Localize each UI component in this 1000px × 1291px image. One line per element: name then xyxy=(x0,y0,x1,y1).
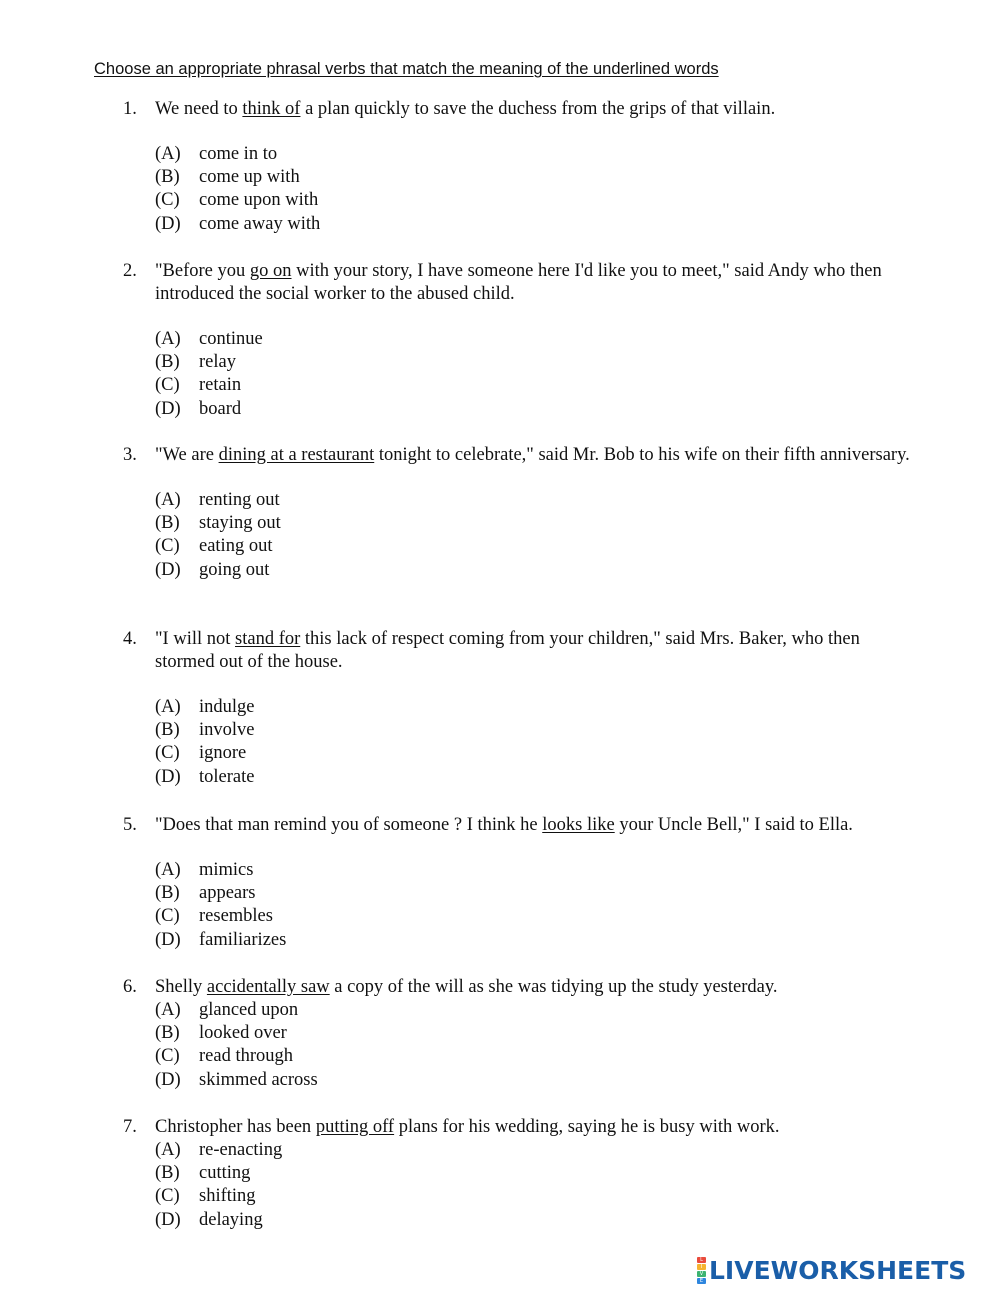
option-text: ignore xyxy=(199,743,247,764)
option-c[interactable] xyxy=(0,1045,1000,1068)
option-c[interactable] xyxy=(0,374,1000,397)
option-label: (B) xyxy=(155,1163,180,1184)
option-c[interactable] xyxy=(0,742,1000,765)
option-label: (A) xyxy=(155,697,181,717)
question-stem xyxy=(0,1116,1000,1139)
underlined-phrase: dining at a restaurant xyxy=(218,445,375,465)
underlined-phrase: go on xyxy=(249,261,292,281)
option-text: come upon with xyxy=(199,190,319,211)
option-text: appears xyxy=(199,883,256,904)
option-text: come away with xyxy=(199,213,321,234)
option-text: delaying xyxy=(199,1209,263,1230)
option-d[interactable] xyxy=(0,398,1000,421)
logo-tile: E xyxy=(697,1278,706,1284)
option-b[interactable] xyxy=(0,166,1000,189)
option-text: come up with xyxy=(199,167,300,188)
question-stem xyxy=(0,260,1000,306)
option-text: looked over xyxy=(199,1023,287,1044)
option-text: board xyxy=(199,398,242,419)
option-text: renting out xyxy=(199,490,280,510)
question-number: 3. xyxy=(123,445,137,465)
option-a[interactable] xyxy=(0,328,1000,351)
stem-text-after: plans for his wedding, saying he is busy with work. xyxy=(394,1117,780,1137)
option-a[interactable] xyxy=(0,859,1000,882)
option-label: (A) xyxy=(155,860,181,880)
underlined-phrase: think of xyxy=(242,99,301,119)
option-label: (D) xyxy=(155,1209,181,1230)
question-6 xyxy=(0,976,1000,1092)
question-4 xyxy=(0,628,1000,789)
option-text: tolerate xyxy=(199,766,255,787)
option-a[interactable] xyxy=(0,696,1000,719)
option-c[interactable] xyxy=(0,905,1000,928)
underlined-phrase: putting off xyxy=(315,1117,395,1137)
option-b[interactable] xyxy=(0,1162,1000,1185)
option-label: (B) xyxy=(155,883,180,904)
question-stem xyxy=(0,628,1000,674)
option-text: resembles xyxy=(199,906,273,927)
option-text: retain xyxy=(199,375,242,396)
option-a[interactable] xyxy=(0,1139,1000,1162)
option-text: continue xyxy=(199,329,263,349)
logo-tile: V xyxy=(697,1271,706,1277)
question-stem xyxy=(0,98,1000,121)
option-c[interactable] xyxy=(0,535,1000,558)
option-a[interactable] xyxy=(0,999,1000,1022)
option-label: (D) xyxy=(155,559,181,580)
underlined-phrase: accidentally saw xyxy=(206,977,330,997)
option-text: glanced upon xyxy=(199,1000,299,1020)
option-text: read through xyxy=(199,1046,294,1067)
stem-text-before: "Before you xyxy=(155,261,250,281)
option-label: (A) xyxy=(155,144,181,164)
option-d[interactable] xyxy=(0,766,1000,789)
option-label: (C) xyxy=(155,190,180,211)
question-stem xyxy=(0,976,1000,999)
question-number: 2. xyxy=(123,261,137,281)
option-d[interactable] xyxy=(0,1069,1000,1092)
underlined-phrase: looks like xyxy=(542,815,615,835)
stem-text-after: a copy of the will as she was tidying up the study yesterday. xyxy=(329,977,778,997)
question-stem xyxy=(0,814,1000,837)
stem-text-after: tonight to celebrate," said Mr. Bob to his wife on their fifth anniversary. xyxy=(374,445,910,465)
option-c[interactable] xyxy=(0,1185,1000,1208)
question-number: 1. xyxy=(123,99,137,119)
option-b[interactable] xyxy=(0,351,1000,374)
worksheet-instructions: Choose an appropriate phrasal verbs that match the meaning of the underlined words xyxy=(94,60,719,78)
option-label: (C) xyxy=(155,1046,180,1067)
logo-tiles-icon xyxy=(697,1257,706,1284)
stem-text-after: your Uncle Bell," I said to Ella. xyxy=(614,815,853,835)
stem-text-before: Shelly xyxy=(155,977,207,997)
question-number: 4. xyxy=(123,629,137,649)
option-label: (C) xyxy=(155,743,180,764)
question-3 xyxy=(0,444,1000,582)
option-label: (B) xyxy=(155,720,180,741)
stem-text-after: a plan quickly to save the duchess from the grips of that villain. xyxy=(300,99,776,119)
option-c[interactable] xyxy=(0,189,1000,212)
option-b[interactable] xyxy=(0,882,1000,905)
option-label: (D) xyxy=(155,213,181,234)
question-2 xyxy=(0,260,1000,421)
option-text: mimics xyxy=(199,860,254,880)
option-text: come in to xyxy=(199,144,278,164)
underlined-phrase: stand for xyxy=(235,629,301,649)
option-label: (D) xyxy=(155,398,181,419)
option-b[interactable] xyxy=(0,719,1000,742)
option-label: (B) xyxy=(155,167,180,188)
option-label: (A) xyxy=(155,490,181,510)
option-label: (D) xyxy=(155,766,181,787)
question-5 xyxy=(0,814,1000,952)
option-label: (A) xyxy=(155,329,181,349)
option-b[interactable] xyxy=(0,1022,1000,1045)
option-text: involve xyxy=(199,720,255,741)
option-d[interactable] xyxy=(0,929,1000,952)
option-d[interactable] xyxy=(0,213,1000,236)
option-label: (C) xyxy=(155,536,180,557)
option-label: (C) xyxy=(155,1186,180,1207)
option-d[interactable] xyxy=(0,1209,1000,1232)
question-number: 7. xyxy=(123,1117,137,1137)
option-label: (B) xyxy=(155,352,180,373)
option-label: (D) xyxy=(155,1069,181,1090)
option-text: relay xyxy=(199,352,236,373)
logo-text: LIVEWORKSHEETS xyxy=(709,1255,967,1285)
option-a[interactable] xyxy=(0,489,1000,512)
option-label: (C) xyxy=(155,906,180,927)
option-text: re-enacting xyxy=(199,1140,283,1160)
stem-text-after: with your story, I have someone here I'd like you to meet," said Andy who then introduced the social worker to the abused child. xyxy=(155,261,882,304)
stem-text-before: "Does that man remind you of someone ? I think he xyxy=(155,815,543,835)
option-text: staying out xyxy=(199,513,281,534)
option-label: (D) xyxy=(155,929,181,950)
option-text: eating out xyxy=(199,536,273,557)
stem-text-before: "We are xyxy=(155,445,219,465)
option-d[interactable] xyxy=(0,559,1000,582)
option-text: going out xyxy=(199,559,270,580)
option-label: (B) xyxy=(155,513,180,534)
stem-text-before: We need to xyxy=(155,99,243,119)
option-text: familiarizes xyxy=(199,929,287,950)
question-1 xyxy=(0,98,1000,236)
stem-text-before: "I will not xyxy=(155,629,236,649)
stem-text-after: this lack of respect coming from your children," said Mrs. Baker, who then stormed out of the house. xyxy=(155,629,860,672)
option-a[interactable] xyxy=(0,143,1000,166)
option-label: (A) xyxy=(155,1140,181,1160)
liveworksheets-logo xyxy=(697,1255,966,1285)
question-number: 5. xyxy=(123,815,137,835)
stem-text-before: Christopher has been xyxy=(155,1117,316,1137)
option-text: cutting xyxy=(199,1163,251,1184)
option-text: indulge xyxy=(199,697,255,717)
question-7 xyxy=(0,1116,1000,1232)
option-label: (A) xyxy=(155,1000,181,1020)
logo-tile: I xyxy=(697,1264,706,1270)
option-text: shifting xyxy=(199,1186,256,1207)
question-number: 6. xyxy=(123,977,137,997)
option-label: (B) xyxy=(155,1023,180,1044)
option-b[interactable] xyxy=(0,512,1000,535)
question-stem xyxy=(0,444,1000,467)
logo-tile: L xyxy=(697,1257,706,1263)
option-label: (C) xyxy=(155,375,180,396)
option-text: skimmed across xyxy=(199,1069,318,1090)
